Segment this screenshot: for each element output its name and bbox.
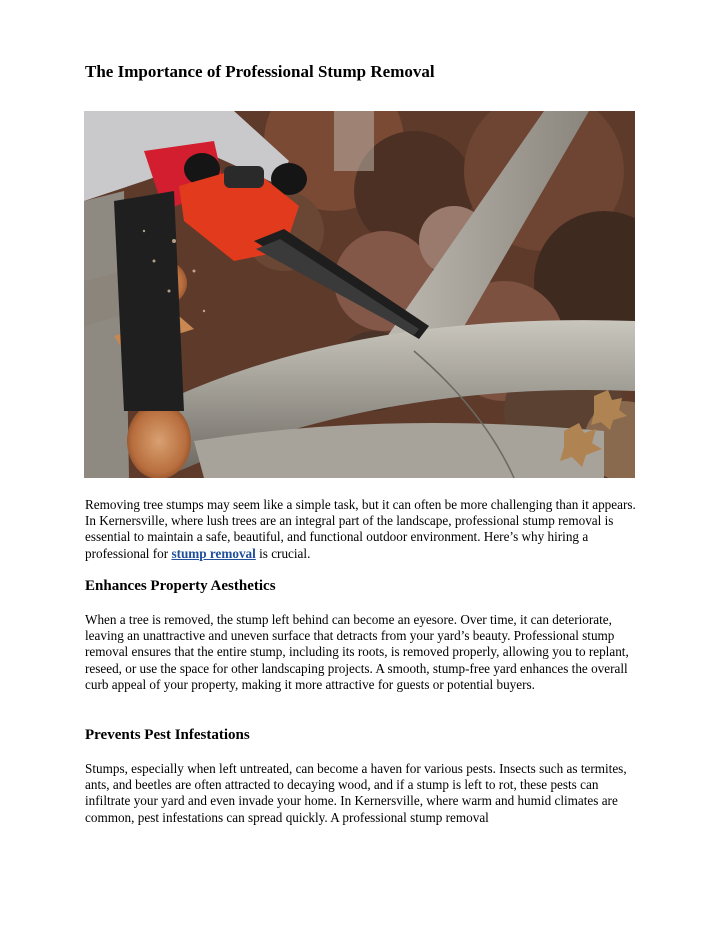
chainsaw-cutting-tree-photo <box>84 111 635 478</box>
intro-paragraph <box>85 497 645 562</box>
section-body-aesthetics: When a tree is removed, the stump left behind can become an eyesore. Over time, it can deteriorate, leaving an unattractive and uneven surface that detracts from your yard’s beauty. Professional stump removal ensures that the entire stump, including its roots, is removed properly, allowing you to replant, reseed, or use the space for other landscaping projects. A smooth, stump-free yard enhances the overall curb appeal of your property, making it more attractive for guests or potential buyers. <box>85 612 629 692</box>
section-heading-pests: Prevents Pest Infestations <box>85 727 250 743</box>
intro-text-before-link: Removing tree stumps may seem like a simple task, but it can often be more challenging than it appears. In Kernersville, where lush trees are an integral part of the landscape, professional stump removal is essential to maintain a safe, beautiful, and functional outdoor environment. Here’s why hiring a professional for <box>85 497 636 561</box>
section-heading-aesthetics: Enhances Property Aesthetics <box>85 578 276 594</box>
article-title: The Importance of Professional Stump Removal <box>85 62 435 81</box>
intro-text-after-link: is crucial. <box>255 545 311 561</box>
stump-removal-link[interactable]: stump removal <box>171 545 256 561</box>
section-body-pests: Stumps, especially when left untreated, can become a haven for various pests. Insects such as termites, ants, and beetles are often attracted to decaying wood, and if a stump is left to rot, these pests can infiltrate your yard and even invade your home. In Kernersville, where warm and humid climates are common, pest infestations can spread quickly. A professional stump removal <box>85 761 627 825</box>
